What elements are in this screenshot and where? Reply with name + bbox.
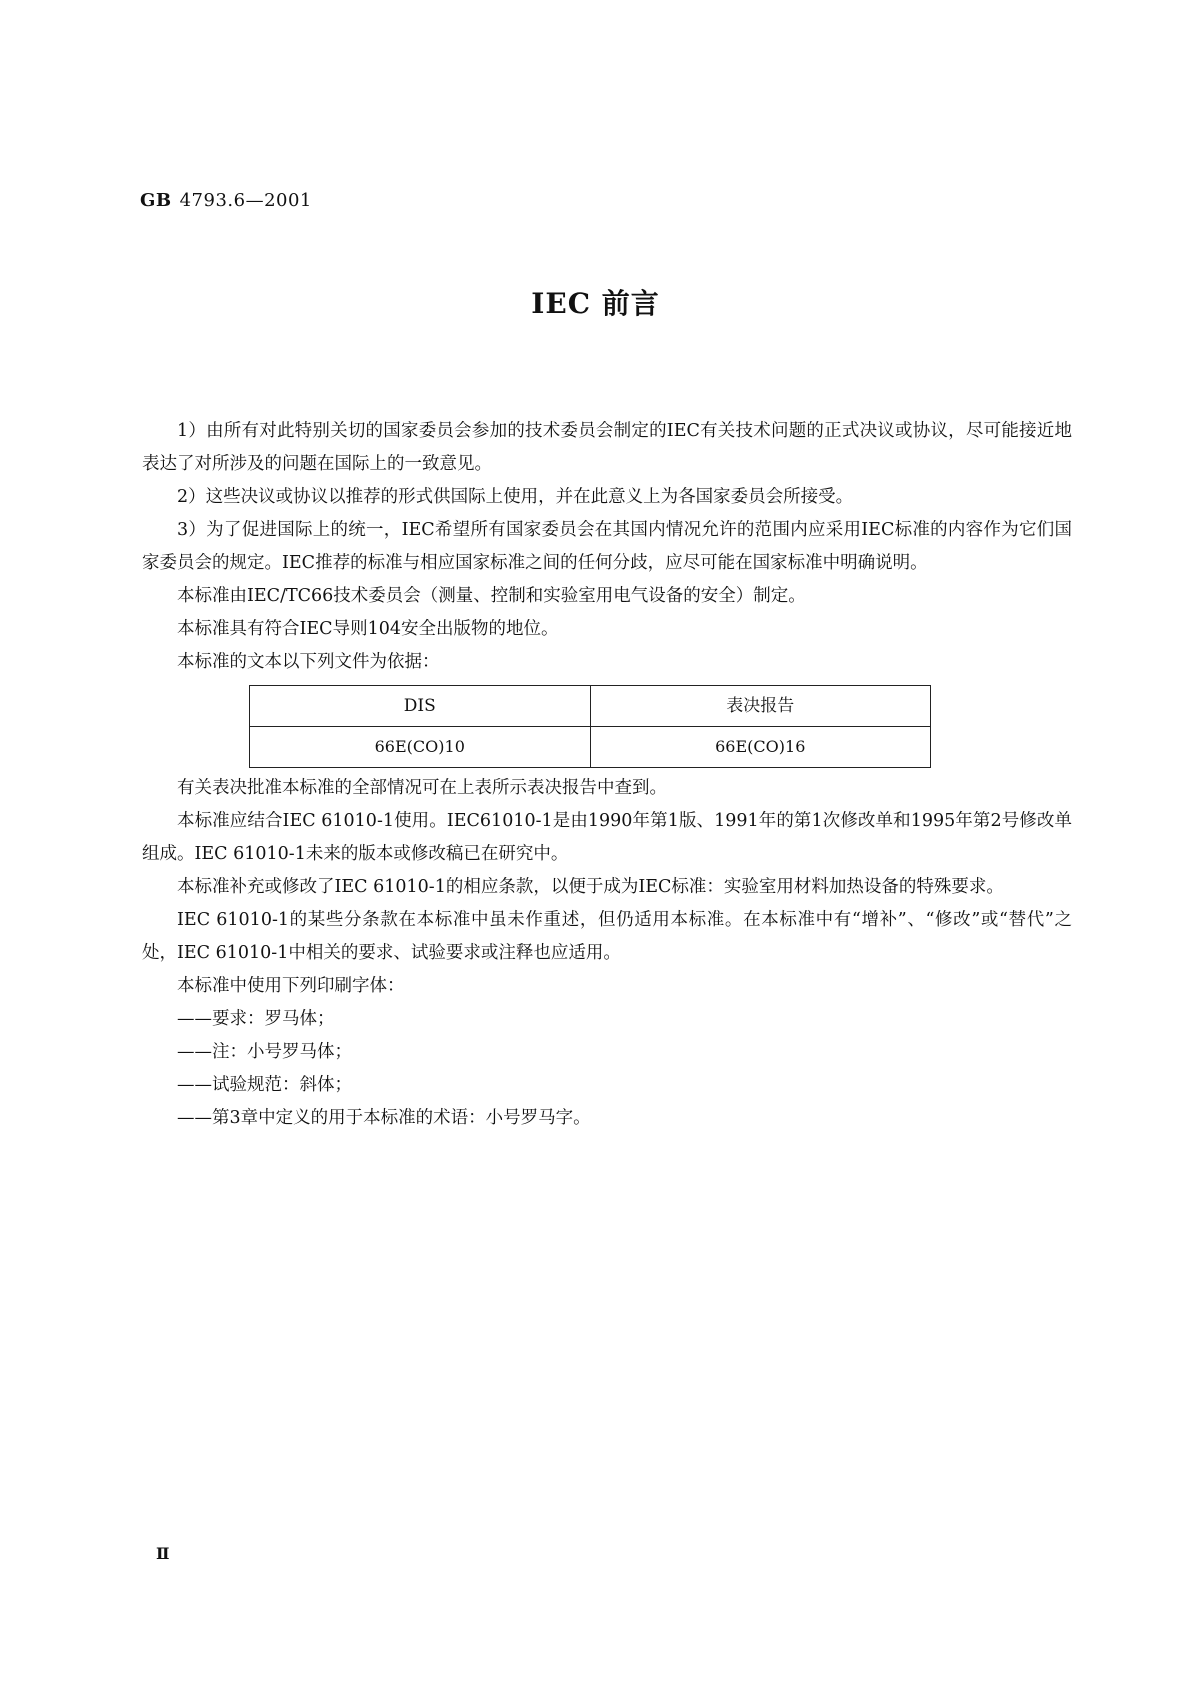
paragraph: 3）为了促进国际上的统一，IEC希望所有国家委员会在其国内情况允许的范围内应采用IEC标准的内容作为它们国家委员会的规定。IEC推荐的标准与相应国家标准之间的任何分歧，应尽可能在国家标准中明确说明。	[142, 520, 1072, 573]
paragraph: 本标准的文本以下列文件为依据：	[177, 652, 440, 672]
table-cell: 66E(CO)10	[250, 727, 591, 768]
list-item: ——试验规范：斜体；	[177, 1075, 352, 1095]
table-row	[250, 727, 931, 768]
standard-code: 4793.6—2001	[179, 190, 312, 211]
paragraph: 本标准中使用下列印刷字体：	[177, 976, 405, 996]
standard-prefix: GB	[140, 190, 172, 211]
list-item: ——要求：罗马体；	[177, 1009, 335, 1029]
standard-number	[140, 190, 312, 211]
paragraph: 1）由所有对此特别关切的国家委员会参加的技术委员会制定的IEC有关技术问题的正式决议或协议，尽可能接近地表达了对所涉及的问题在国际上的一致意见。	[142, 421, 1072, 474]
table-cell: 66E(CO)16	[590, 727, 931, 768]
table-header-row	[250, 686, 931, 727]
page-number: Ⅱ	[156, 1544, 170, 1563]
page-title: IEC 前言	[531, 287, 660, 320]
paragraph: 本标准具有符合IEC导则104安全出版物的地位。	[177, 619, 559, 639]
paragraph: IEC 61010-1的某些分条款在本标准中虽未作重述，但仍适用本标准。在本标准中有“增补”、“修改”或“替代”之处，IEC 61010-1中相关的要求、试验要求或注释也应适用。	[142, 910, 1072, 963]
table-header-cell: DIS	[250, 686, 591, 727]
list-item: ——注：小号罗马体；	[177, 1042, 352, 1062]
voting-documents-table	[249, 685, 931, 768]
table-header-cell: 表决报告	[590, 686, 931, 727]
paragraph: 本标准补充或修改了IEC 61010-1的相应条款，以便于成为IEC标准：实验室用材料加热设备的特殊要求。	[177, 877, 1004, 897]
paragraph: 2）这些决议或协议以推荐的形式供国际上使用，并在此意义上为各国家委员会所接受。	[177, 487, 854, 507]
paragraph: 本标准由IEC/TC66技术委员会（测量、控制和实验室用电气设备的安全）制定。	[177, 586, 806, 606]
paragraph: 有关表决批准本标准的全部情况可在上表所示表决报告中查到。	[177, 778, 667, 798]
list-item: ——第3章中定义的用于本标准的术语：小号罗马字。	[177, 1108, 591, 1128]
document-body	[142, 415, 1072, 1135]
paragraph: 本标准应结合IEC 61010-1使用。IEC61010-1是由1990年第1版、1991年的第1次修改单和1995年第2号修改单组成。IEC 61010-1未来的版本或修改稿已在研究中。	[142, 811, 1072, 864]
